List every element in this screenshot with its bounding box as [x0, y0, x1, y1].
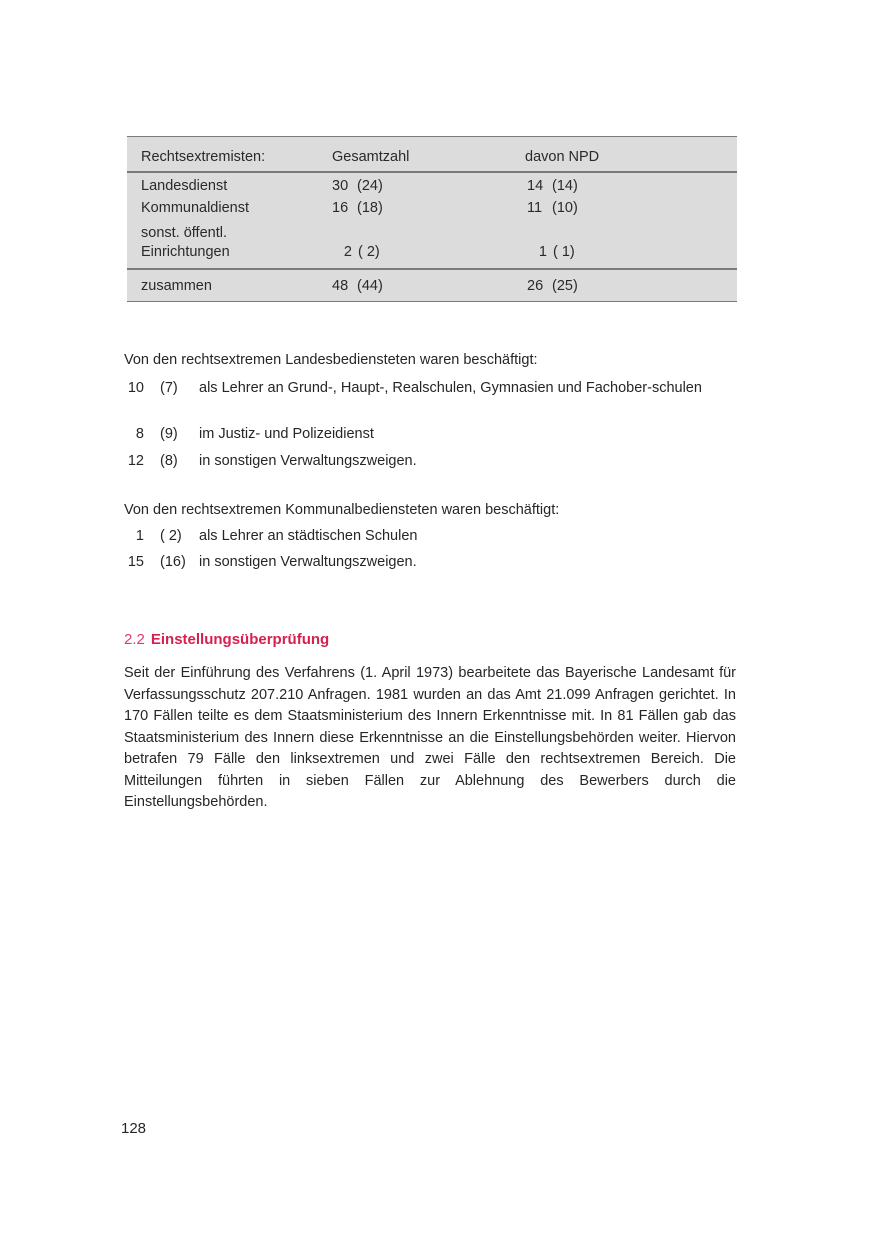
header-npd: davon NPD [525, 149, 600, 165]
row-total: 30 (24) [332, 178, 383, 194]
row-total: 16 (18) [332, 200, 383, 216]
header-label: Rechtsextremisten: [141, 149, 266, 165]
kommunal-intro: Von den rechtsextremen Kommunalbediensteten waren beschäftigt: [124, 502, 560, 518]
row-label: sonst. öffentl. [141, 225, 227, 241]
sum-npd: 26 (25) [527, 278, 578, 294]
section-title: Einstellungsüberprüfung [150, 631, 330, 648]
page-number: 128 [121, 1120, 147, 1137]
row-label-line2: Einrichtungen [141, 244, 230, 260]
statistics-table [127, 136, 737, 302]
header-total: Gesamtzahl [332, 149, 410, 165]
row-npd: 11 (10) [527, 200, 578, 216]
sum-label: zusammen [141, 278, 212, 294]
row-label: Kommunaldienst [141, 200, 249, 216]
header-divider [127, 171, 737, 173]
row-total: 2 ( 2) [343, 244, 380, 260]
row-npd: 14 (14) [527, 178, 578, 194]
sum-total: 48 (44) [332, 278, 383, 294]
list-item: 10 (7) als Lehrer an Grund-, Haupt-, Realschulen, Gymnasien und Fachober-schulen [127, 380, 702, 396]
sum-divider [127, 268, 737, 270]
section-heading [124, 630, 329, 650]
landes-intro: Von den rechtsextremen Landesbediensteten waren beschäftigt: [124, 352, 538, 368]
row-npd: 1 ( 1) [538, 244, 575, 260]
section-body: Seit der Einführung des Verfahrens (1. April 1973) bearbeitete das Bayerische Landesamt für Verfassungsschutz 207.210 Anfragen. 1981 wurden an das Amt 21.099 Anfragen gerichtet. In 170 Fällen teilte es dem Staatsministerium des Innern Erkenntnisse mit. In 81 Fällen gab das Staatsministerium des Innern diese Erkenntnisse an die Einstellungsbehörden weiter. Hiervon betrafen 79 Fälle den linksextremen und zwei Fälle den rechtsextremen Bereich. Die Mitteilungen führten in sieben Fällen zur Ablehnung des Bewerbers durch die Einstellungsbehörden. [124, 665, 736, 810]
section-number: 2.2 [124, 631, 145, 648]
row-label: Landesdienst [141, 178, 228, 194]
